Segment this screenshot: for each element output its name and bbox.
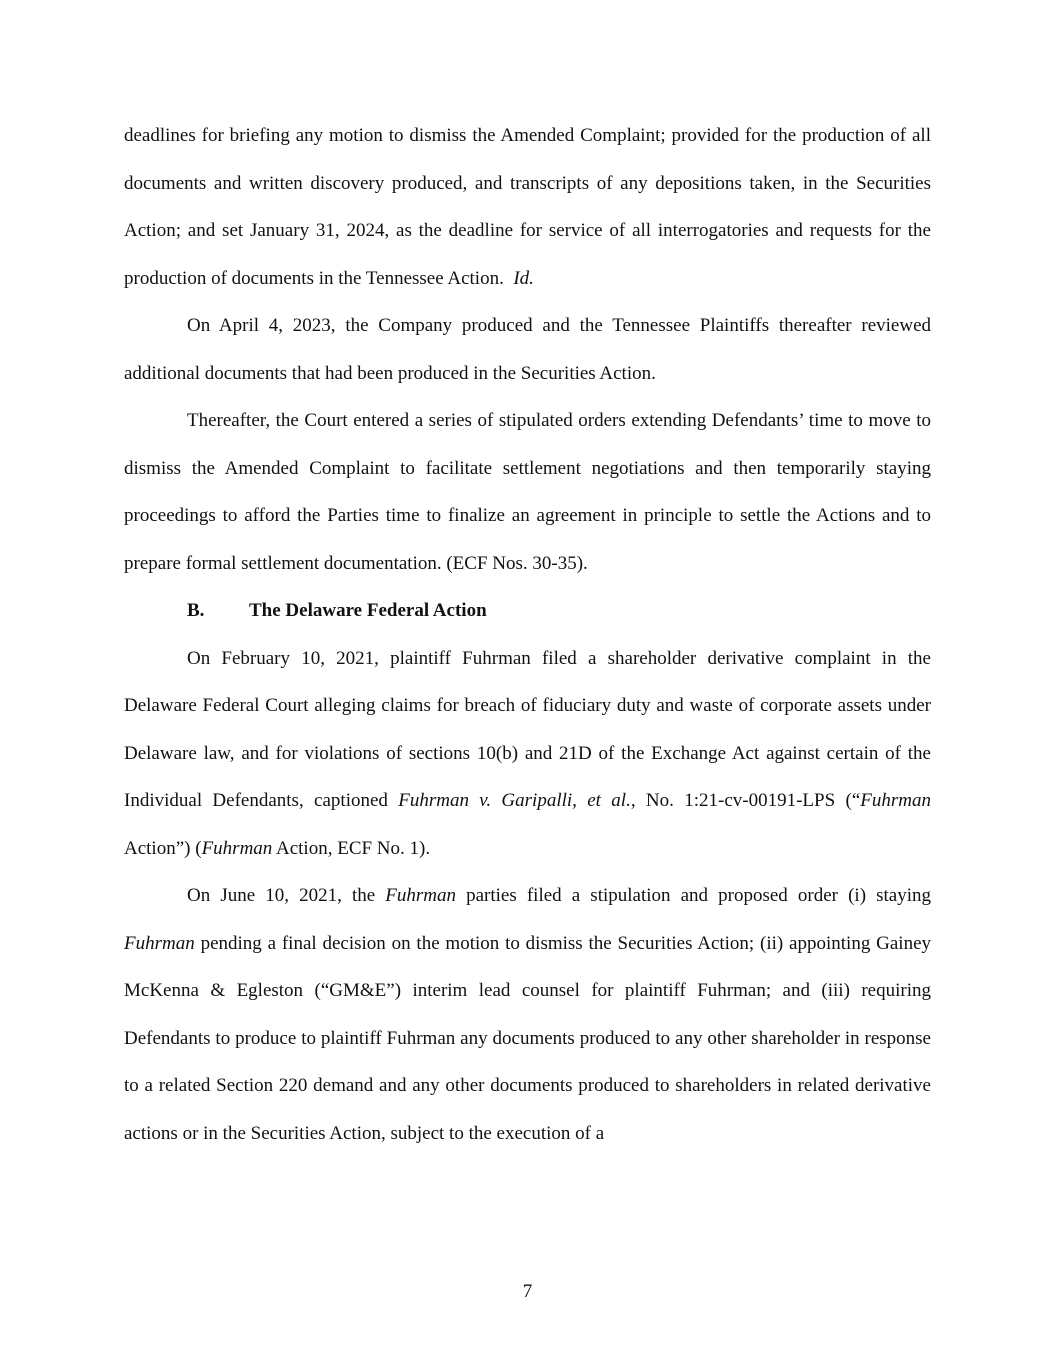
paragraph-text: Action”) ( — [124, 837, 202, 859]
paragraph-text: On April 4, 2023, the Company produced and the Tennessee Plaintiffs thereafter reviewed additional documents that had been produced in the Securities Action. — [124, 315, 931, 384]
paragraph-text: , No. 1:21-cv-00191-LPS (“ — [630, 790, 861, 811]
paragraph-text: parties filed a stipulation and proposed order (i) staying — [466, 885, 932, 906]
case-name-italic: Fuhrman — [385, 885, 456, 906]
paragraph-fuhrman-stipulation — [124, 872, 931, 1157]
paragraph-text: pending a final decision on the motion to dismiss the Securities Action; (ii) appointing Gainey McKenna & Egleston (“GM&E”) interim lead counsel for plaintiff Fuhrman; and (iii) requiring Defendants to produce to plaintiff Fuhrman any documents produced to any other shareholder in response to a related Section 220 demand and any other documents produced to shareholders in related derivative actions or in the Securities Action, subject to the execution of a — [124, 932, 932, 1144]
case-name-italic: Fuhrman — [124, 932, 195, 954]
case-name-italic: Fuhrman — [201, 837, 273, 859]
paragraph-stipulated-orders — [124, 397, 931, 587]
paragraph-text: Action, ECF No. 1). — [272, 837, 431, 859]
document-body — [124, 112, 931, 1157]
citation-id: Id. — [513, 267, 534, 289]
section-number: B. — [187, 600, 205, 621]
paragraph-text: On February 10, 2021, plaintiff Fuhrman filed a shareholder derivative complaint in the Delaware Federal Court alleging claims for breach of fiduciary duty and waste of corporate assets under Delaware law, and for violations of sections 10(b) and 21D of the Exchange Act against certain of the Individual Defendants, captioned — [124, 647, 931, 811]
section-heading — [124, 587, 931, 635]
paragraph-april-production — [124, 302, 931, 397]
paragraph-fuhrman-complaint — [124, 635, 931, 873]
case-caption: Fuhrman v. Garipalli, et al. — [398, 790, 631, 811]
paragraph-text: On June 10, 2021, the — [187, 885, 376, 906]
paragraph-text: Thereafter, the Court entered a series of stipulated orders extending Defendants’ time to move to dismiss the Amended Complaint to facilitate settlement negotiations and then temporarily staying proceedings to afford the Parties time to finalize an agreement in principle to settle the Actions and to prepare formal settlement documentation. (ECF Nos. 30-35). — [124, 410, 931, 574]
page-number: 7 — [522, 1281, 533, 1302]
case-name-italic: Fuhrman — [860, 790, 931, 811]
paragraph-deadlines — [124, 112, 931, 302]
paragraph-text: deadlines for briefing any motion to dismiss the Amended Complaint; provided for the production of all documents and written discovery produced, and transcripts of any depositions taken, in the Securities Action; and set January 31, 2024, as the deadline for service of all interrogatories and requests for the production of documents in the Tennessee Action. — [124, 125, 931, 289]
section-title: The Delaware Federal Action — [249, 600, 487, 621]
